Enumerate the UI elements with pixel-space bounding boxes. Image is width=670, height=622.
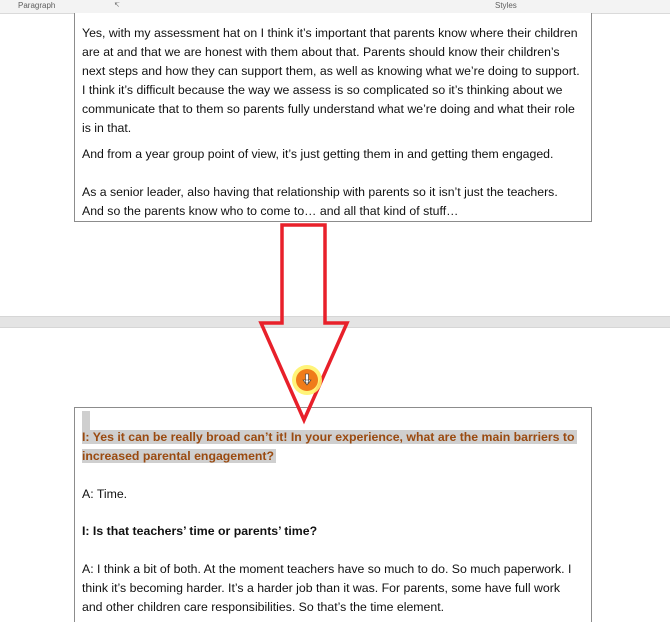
document-page-top[interactable]: [74, 13, 592, 222]
paragraph-year-group[interactable]: And from a year group point of view, it’s just getting them in and getting them engaged.: [82, 147, 554, 161]
paragraph-dialog-launcher-icon[interactable]: ↸: [114, 2, 120, 9]
ribbon-styles-label: Styles: [495, 1, 517, 10]
highlighted-question-text[interactable]: I: Yes it can be really broad can’t it! In your experience, what are the main barriers to increased parental engagement?: [82, 430, 575, 463]
answer-both-paragraph[interactable]: A: I think a bit of both. At the moment teachers have so much to do. So much paperwork. I think it’s becoming harder. It’s a harder job than it was. For parents, some have full work and other children care responsibilities. So that’s the time element.: [82, 562, 572, 614]
question-whose-time-paragraph[interactable]: I: Is that teachers’ time or parents’ time?: [82, 524, 318, 538]
cursor-highlight-icon: [292, 365, 322, 395]
cursor-highlight-core-icon: [296, 369, 318, 391]
document-page-bottom[interactable]: [74, 407, 592, 622]
ribbon-group-labels: [0, 0, 670, 14]
answer-time-paragraph[interactable]: A: Time.: [82, 487, 128, 501]
paragraph-assessment[interactable]: Yes, with my assessment hat on I think it’s important that parents know where their children are at and that we are honest with them about that. Parents should know their children’s next steps and how they can support them, as well as knowing what we’re doing to support. I think it’s difficult because the way we assess is so complicated so it’s thinking about we communicate that to them so parents fully understand what we’re doing and what their role is in that.: [82, 26, 580, 135]
ribbon-paragraph-label: Paragraph: [18, 1, 56, 10]
paragraph-senior-leader[interactable]: As a senior leader, also having that relationship with parents so it isn’t just the teachers. And so the parents know who to come to… and all that kind of stuff…: [82, 185, 558, 218]
pointer-cursor-icon: [303, 374, 311, 385]
page-separator: [0, 316, 670, 328]
highlighted-question-paragraph[interactable]: [82, 428, 582, 466]
